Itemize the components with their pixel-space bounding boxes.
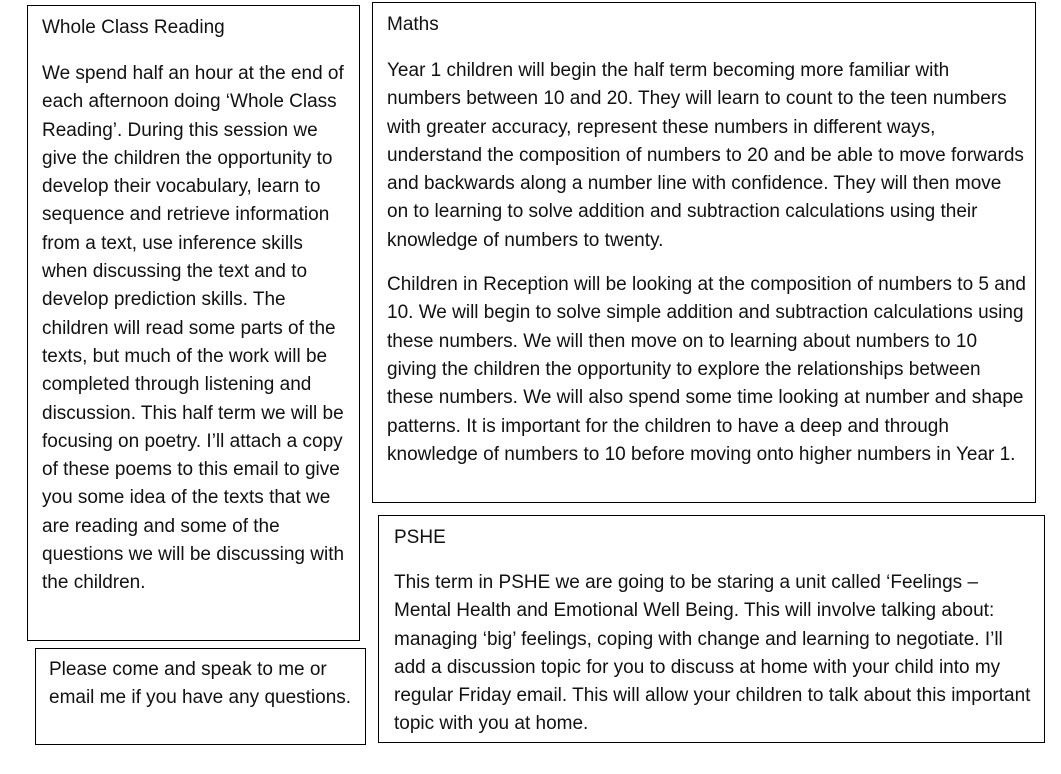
contact-note-text: Please come and speak to me or email me if you have any questions.: [49, 659, 352, 709]
maths-paragraph-year1: Year 1 children will begin the half term becoming more familiar with numbers between 10 and 20. They will learn to count to the teen numbers with greater accuracy, represent these numbers in different ways, understand the composition of numbers to 20 and be able to move forwards and backwards along a number line with confidence. They will then move on to learning to solve addition and subtraction calculations using their knowledge of numbers to twenty.: [387, 60, 1024, 251]
maths-heading: Maths: [387, 14, 439, 35]
maths-paragraph-reception: Children in Reception will be looking at the composition of numbers to 5 and 10. We will begin to solve simple addition and subtraction calculations using these numbers. We will then move on to learning about numbers to 10 giving the children the opportunity to explore the relationships between these numbers. We will also spend some time looking at number and shape patterns. It is important for the children to have a deep and through knowledge of numbers to 10 before moving onto higher numbers in Year 1.: [387, 274, 1026, 465]
whole-class-reading-body: We spend half an hour at the end of each afternoon doing ‘Whole Class Reading’. During this session we give the children the opportunity to develop their vocabulary, learn to sequence and retrieve information from a text, use inference skills when discussing the text and to develop prediction skills. The children will read some parts of the texts, but much of the work will be completed through listening and discussion. This half term we will be focusing on poetry. I’ll attach a copy of these poems to this email to give you some idea of the texts that we are reading and some of the questions we will be discussing with the children.: [42, 63, 345, 594]
whole-class-reading-heading: Whole Class Reading: [42, 17, 225, 38]
contact-note: [35, 648, 366, 745]
pshe-body: This term in PSHE we are going to be staring a unit called ‘Feelings – Mental Health and Emotional Well Being. This will involve talking about: managing ‘big’ feelings, coping with change and learning to negotiate. I’ll add a discussion topic for you to discuss at home with your child into my regular Friday email. This will allow your children to talk about this important topic with you at home.: [394, 572, 1031, 735]
whole-class-reading-section: [27, 5, 360, 641]
pshe-heading: PSHE: [394, 527, 446, 548]
pshe-section: [378, 515, 1045, 743]
maths-section: [372, 2, 1036, 503]
